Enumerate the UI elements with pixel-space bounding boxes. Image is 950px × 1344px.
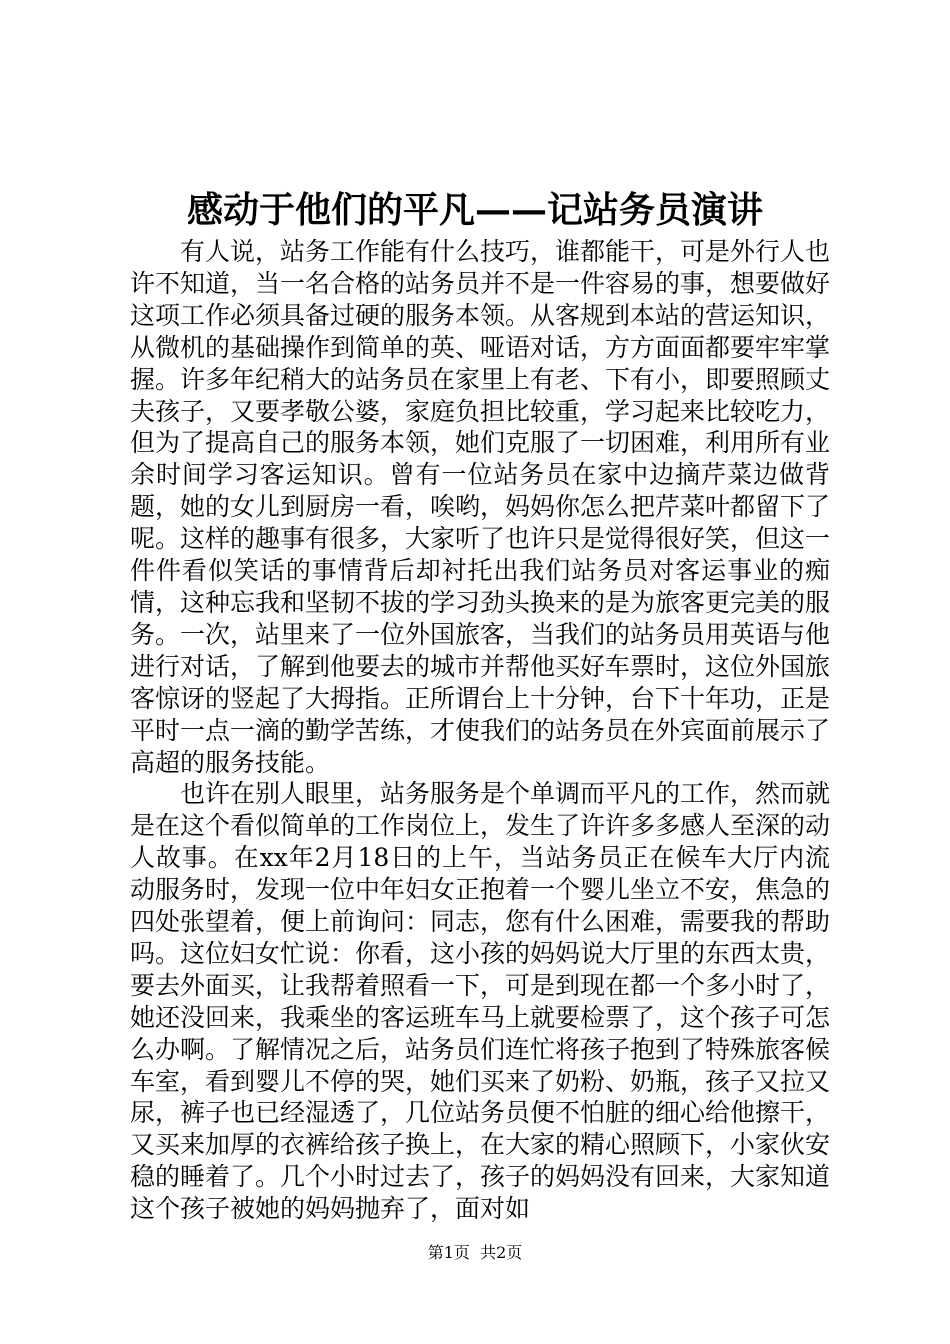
page-footer	[0, 1242, 950, 1264]
paragraph: 也许在别人眼里，站务服务是个单调而平凡的工作，然而就是在这个看似简单的工作岗位上，发生了许许多多感人至深的动人故事。在xx年2月18日的上午，当站务员正在候车大厅内流动服务时，发现一位中年妇女正抱着一个婴儿坐立不安，焦急的四处张望着，便上前询问：同志，您有什么困难，需要我的帮助吗。这位妇女忙说：你看，这小孩的妈妈说大厅里的东西太贵，要去外面买，让我帮着照看一下，可是到现在都一个多小时了，她还没回来，我乘坐的客运班车马上就要检票了，这个孩子可怎么办啊。了解情况之后，站务员们连忙将孩子抱到了特殊旅客候车室，看到婴儿不停的哭，她们买来了奶粉、奶瓶，孩子又拉又尿，裤子也已经湿透了，几位站务员便不怕脏的细心给他擦干，又买来加厚的衣裤给孩子换上，在大家的精心照顾下，小家伙安稳的睡着了。几个小时过去了，孩子的妈妈没有回来，大家知道这个孩子被她的妈妈抛弃了，面对如	[130, 779, 831, 1224]
document-title: 感动于他们的平凡——记站务员演讲	[186, 189, 763, 231]
paragraph: 有人说，站务工作能有什么技巧，谁都能干，可是外行人也许不知道，当一名合格的站务员并不是一件容易的事，想要做好这项工作必须具备过硬的服务本领。从客规到本站的营运知识，从微机的基础操作到简单的英、哑语对话，方方面面都要牢牢掌握。许多年纪稍大的站务员在家里上有老、下有小，即要照顾丈夫孩子，又要孝敬公婆，家庭负担比较重，学习起来比较吃力，但为了提高自己的服务本领，她们克服了一切困难，利用所有业余时间学习客运知识。曾有一位站务员在家中边摘芹菜边做背题，她的女儿到厨房一看，唉哟，妈妈你怎么把芹菜叶都留下了呢。这样的趣事有很多，大家听了也许只是觉得很好笑，但这一件件看似笑话的事情背后却衬托出我们站务员对客运事业的痴情，这种忘我和坚韧不拔的学习劲头换来的是为旅客更完美的服务。一次，站里来了一位外国旅客，当我们的站务员用英语与他进行对话，了解到他要去的城市并帮他买好车票时，这位外国旅客惊讶的竖起了大拇指。正所谓台上十分钟，台下十年功，正是平时一点一滴的勤学苦练，才使我们的站务员在外宾面前展示了高超的服务技能。	[130, 237, 831, 777]
footer-separator	[470, 1243, 480, 1262]
page-total: 共2页	[480, 1243, 523, 1262]
document-body	[130, 236, 830, 1225]
page-number: 第1页	[427, 1243, 470, 1262]
